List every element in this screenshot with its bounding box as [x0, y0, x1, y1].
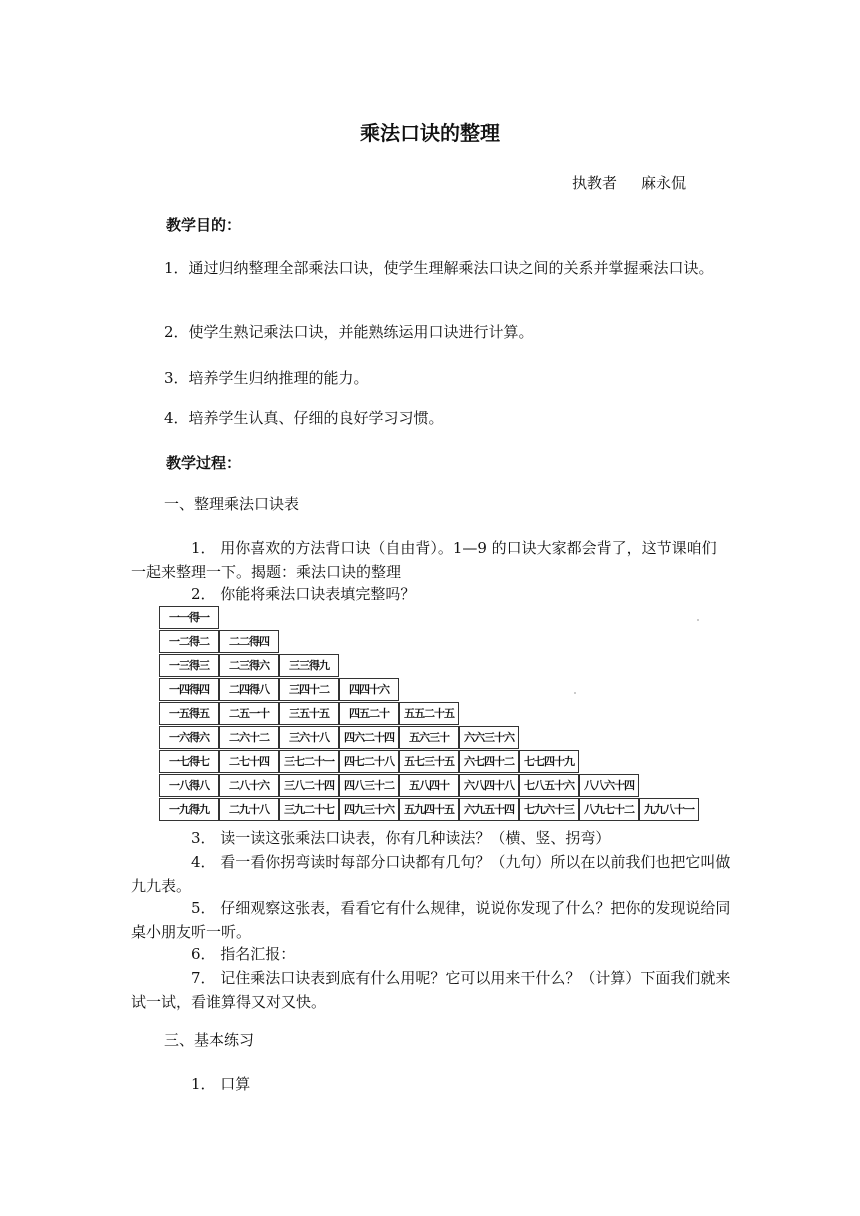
table-cell: 一三得三 — [159, 654, 219, 677]
table-cell: 九九八十一 — [639, 798, 699, 821]
table-cell: 六八四十八 — [459, 774, 519, 797]
table-cell: 一六得六 — [159, 726, 219, 749]
table-row — [159, 678, 399, 701]
table-cell: 八九七十二 — [579, 798, 639, 821]
table-row — [159, 606, 219, 629]
byline-name: 麻永侃 — [641, 174, 687, 192]
objectives-heading: 教学目的： — [166, 216, 242, 234]
practice-1: 1． 口算 — [191, 1075, 251, 1093]
table-cell: 七八五十六 — [519, 774, 579, 797]
table-cell: 五六三十 — [399, 726, 459, 749]
table-row — [159, 774, 639, 797]
multiplication-table — [159, 606, 699, 820]
table-cell: 五七三十五 — [399, 750, 459, 773]
table-cell: 六七四十二 — [459, 750, 519, 773]
table-cell: 二四得八 — [219, 678, 279, 701]
table-cell: 二七十四 — [219, 750, 279, 773]
step-4: 4． 看一看你拐弯读时每部分口诀都有几句？（九句）所以在以前我们也把它叫做九九表。 — [131, 853, 731, 895]
table-cell: 二二得四 — [219, 630, 279, 653]
objective-3: 3．培养学生归纳推理的能力。 — [164, 369, 369, 387]
table-cell: 一七得七 — [159, 750, 219, 773]
table-row — [159, 726, 519, 749]
table-cell: 三八二十四 — [279, 774, 339, 797]
table-cell: 八八六十四 — [579, 774, 639, 797]
table-cell: 三九二十七 — [279, 798, 339, 821]
section-3-heading: 三、基本练习 — [164, 1031, 255, 1049]
table-row — [159, 798, 699, 821]
byline-label: 执教者 — [572, 174, 618, 192]
step-7: 7． 记住乘法口诀表到底有什么用呢？它可以用来干什么？（计算）下面我们就来试一试，看谁算得又对又快。 — [131, 969, 731, 1011]
table-cell: 六九五十四 — [459, 798, 519, 821]
table-cell: 五八四十 — [399, 774, 459, 797]
table-cell: 一八得八 — [159, 774, 219, 797]
table-cell: 五九四十五 — [399, 798, 459, 821]
table-row — [159, 702, 459, 725]
table-cell: 二六十二 — [219, 726, 279, 749]
table-cell: 四七二十八 — [339, 750, 399, 773]
table-cell: 三六十八 — [279, 726, 339, 749]
table-cell: 二八十六 — [219, 774, 279, 797]
table-cell: 二五一十 — [219, 702, 279, 725]
table-cell: 一一得一 — [159, 606, 219, 629]
table-cell: 一二得二 — [159, 630, 219, 653]
step-2: 2． 你能将乘法口诀表填完整吗？ — [191, 585, 416, 603]
table-row — [159, 750, 579, 773]
table-cell: 三四十二 — [279, 678, 339, 701]
table-cell: 三五十五 — [279, 702, 339, 725]
table-cell: 二三得六 — [219, 654, 279, 677]
step-6: 6． 指名汇报： — [191, 945, 296, 963]
table-cell: 四六二十四 — [339, 726, 399, 749]
table-cell: 三三得九 — [279, 654, 339, 677]
process-heading: 教学过程： — [166, 454, 242, 472]
table-row — [159, 630, 279, 653]
objective-2: 2．使学生熟记乘法口诀，并能熟练运用口诀进行计算。 — [164, 323, 534, 341]
byline — [572, 172, 686, 193]
step-1: 1． 用你喜欢的方法背口诀（自由背）。1—9 的口诀大家都会背了，这节课咱们一起来整理一下。揭题：乘法口诀的整理 — [131, 539, 717, 581]
table-cell: 七七四十九 — [519, 750, 579, 773]
table-cell: 五五二十五 — [399, 702, 459, 725]
objective-1: 1．通过归纳整理全部乘法口诀，使学生理解乘法口诀之间的关系并掌握乘法口诀。 — [164, 259, 714, 277]
table-cell: 一九得九 — [159, 798, 219, 821]
speck — [697, 619, 699, 621]
table-cell: 二九十八 — [219, 798, 279, 821]
objective-4: 4．培养学生认真、仔细的良好学习习惯。 — [164, 409, 444, 427]
page-title: 乘法口诀的整理 — [360, 121, 500, 145]
table-cell: 三七二十一 — [279, 750, 339, 773]
table-cell: 一五得五 — [159, 702, 219, 725]
table-cell: 四九三十六 — [339, 798, 399, 821]
section-1-heading: 一、整理乘法口诀表 — [164, 495, 300, 513]
table-row — [159, 654, 339, 677]
speck — [574, 692, 576, 694]
step-5: 5． 仔细观察这张表，看看它有什么规律，说说你发现了什么？把你的发现说给同桌小朋友听一听。 — [131, 899, 731, 941]
table-cell: 四四十六 — [339, 678, 399, 701]
table-cell: 一四得四 — [159, 678, 219, 701]
table-cell: 六六三十六 — [459, 726, 519, 749]
table-cell: 四八三十二 — [339, 774, 399, 797]
step-3: 3． 读一读这张乘法口诀表，你有几种读法？（横、竖、拐弯） — [191, 829, 611, 847]
table-cell: 七九六十三 — [519, 798, 579, 821]
table-cell: 四五二十 — [339, 702, 399, 725]
